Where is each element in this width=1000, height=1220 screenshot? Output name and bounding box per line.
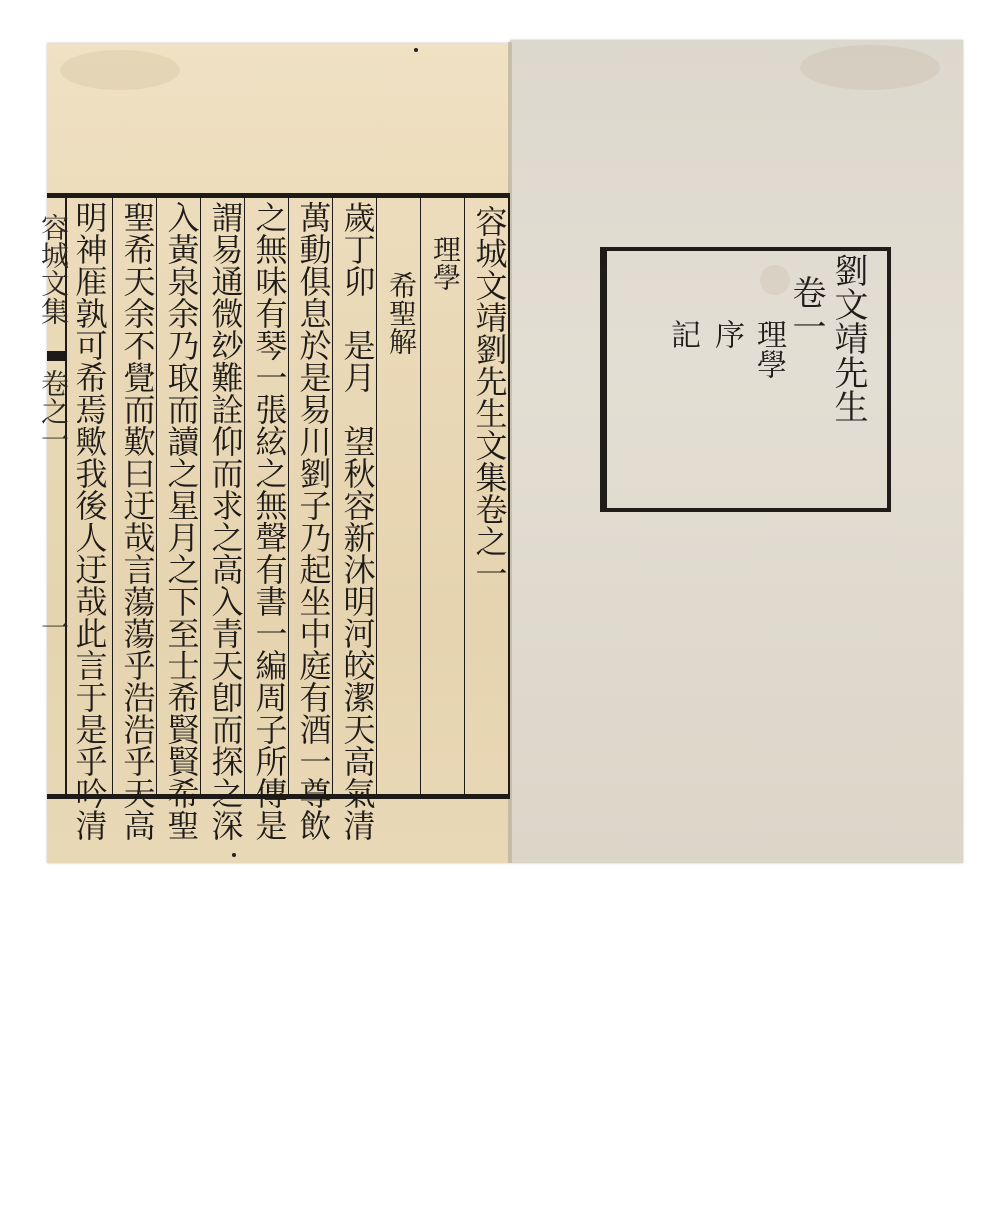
left-page-text-frame bbox=[37, 193, 509, 841]
margin-title: 容城文集 bbox=[37, 213, 70, 325]
paper-stain bbox=[60, 50, 180, 90]
text-column: 入黃泉余乃取而讀之星月之下至士希賢賢希聖 bbox=[162, 201, 201, 841]
contents-item-lixue: 理學 bbox=[751, 319, 786, 379]
contents-item-ji: 記 bbox=[665, 319, 700, 349]
volume-label: 卷一 bbox=[786, 275, 826, 343]
column-divider bbox=[464, 198, 465, 794]
paper-stain bbox=[800, 45, 940, 90]
binding-hole bbox=[414, 48, 418, 52]
margin-chapter: 卷之一 bbox=[37, 369, 70, 453]
contents-item-xu: 序 bbox=[709, 319, 744, 349]
frame-notch bbox=[600, 247, 606, 267]
title-label-frame bbox=[600, 247, 891, 512]
text-column: 歲丁卯 是月 望秋容新沐明河皎潔天高氣清 bbox=[338, 201, 377, 841]
book-title-column: 容城文靖劉先生文集卷之一 bbox=[470, 205, 509, 589]
text-column: 明神㕍孰可希焉歟我後人迂哉此言于是乎吟清 bbox=[70, 201, 109, 841]
column-divider bbox=[420, 198, 421, 794]
text-column: 謂易通微玅難詮仰而求之高入青天卽而探之深 bbox=[206, 201, 245, 841]
text-column: 之無味有琴一張絃之無聲有書一編周子所傳是 bbox=[250, 201, 289, 841]
binding-hole bbox=[232, 853, 236, 857]
section-heading: 理學 bbox=[429, 235, 462, 291]
column-divider bbox=[112, 198, 113, 794]
essay-title: 希聖解 bbox=[385, 271, 418, 355]
text-column: 聖希天余不覺而歎曰迂哉言蕩蕩乎浩浩乎天高 bbox=[118, 201, 157, 841]
book-title: 劉文靖先生 bbox=[828, 253, 868, 423]
top-border bbox=[47, 193, 509, 198]
fishtail-mark bbox=[47, 351, 65, 361]
text-column: 萬動俱息於是易川劉子乃起坐中庭有酒一尊飲 bbox=[294, 201, 333, 841]
folio-number: 一 bbox=[37, 613, 70, 641]
